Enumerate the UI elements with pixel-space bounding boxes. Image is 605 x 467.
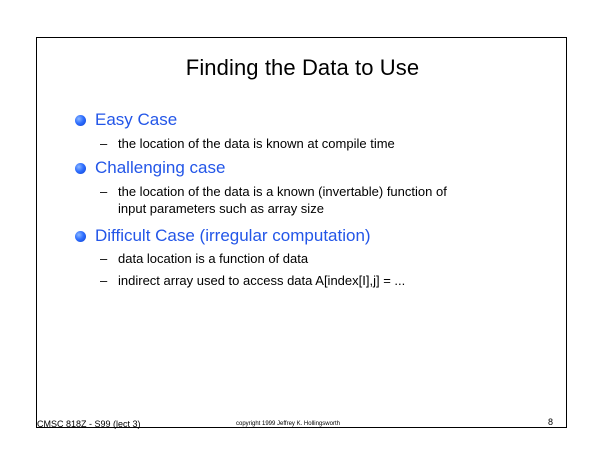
slide-title: Finding the Data to Use xyxy=(185,55,420,80)
bullet-difficult-case xyxy=(75,226,371,246)
page-number: 8 xyxy=(548,417,554,427)
sub-point xyxy=(100,183,447,217)
bullet-heading: Difficult Case (irregular computation) xyxy=(95,226,371,245)
dash-marker: – xyxy=(100,273,108,288)
sub-point-text: the location of the data is known at compile time xyxy=(118,136,395,151)
bullet-heading: Easy Case xyxy=(95,110,178,129)
sub-point xyxy=(100,250,308,267)
dash-marker: – xyxy=(100,251,108,266)
bullet-heading: Challenging case xyxy=(95,158,226,177)
dash-marker: – xyxy=(100,136,108,151)
bullet-challenging-case xyxy=(75,158,225,178)
sub-point-text: indirect array used to access data A[index[I],j] = ... xyxy=(118,273,406,288)
sub-point xyxy=(100,272,405,289)
sub-point xyxy=(100,135,395,152)
bullet-dot-icon xyxy=(75,231,86,242)
footer-copyright: copyright 1999 Jeffrey K. Hollingsworth xyxy=(236,421,340,427)
bullet-dot-icon xyxy=(75,163,86,174)
sub-point-text: the location of the data is a known (invertable) function of input parameters such as array size xyxy=(118,184,447,216)
sub-point-text: data location is a function of data xyxy=(118,251,309,266)
bullet-easy-case xyxy=(75,110,177,130)
dash-marker: – xyxy=(100,184,108,199)
footer-course-label: CMSC 818Z - S99 (lect 3) xyxy=(37,419,141,429)
bullet-dot-icon xyxy=(75,115,86,126)
